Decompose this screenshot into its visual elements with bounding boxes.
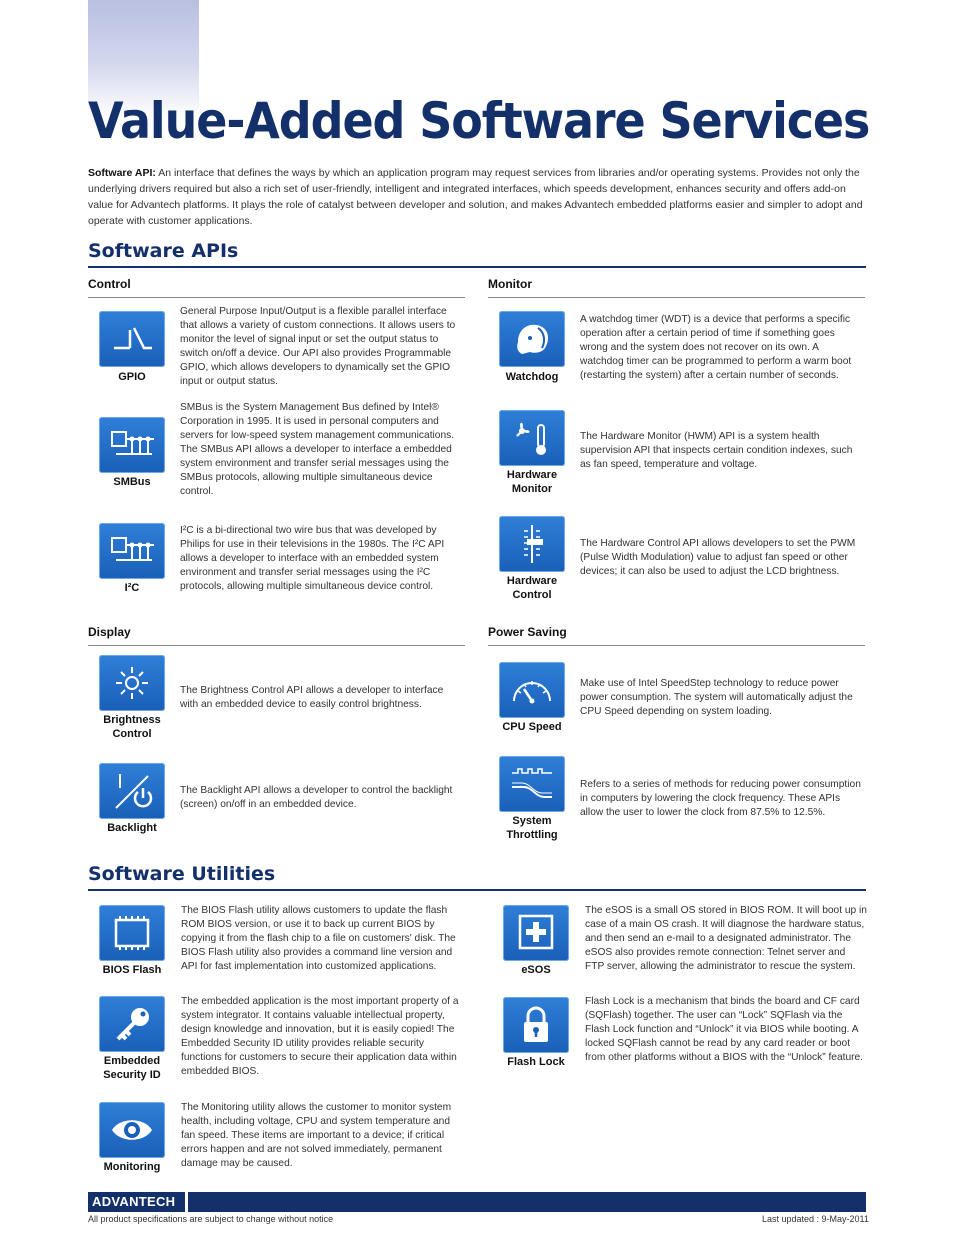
item-label: SMBus	[113, 476, 151, 488]
subhead-monitor: Monitor	[488, 277, 865, 298]
intro-paragraph	[88, 165, 868, 229]
intro-text: An interface that defines the ways by which an application program may request services from libraries and/or operating systems. Provides not only the underlying drivers required but also a rich set of user-friendly, intelligent and integrated interfaces, which speeds development, enhances security and offers add-on value for Advantech platforms. It plays the role of catalyst between developer and solution, and makes Advantech embedded platforms easier and simpler to adopt and operate with customer applications.	[88, 167, 863, 227]
item-description: The Hardware Control API allows developers to set the PWM (Pulse Width Modulation) value to adjust fan speed or other devices; it can also be used to adjust the LCD brightness.	[580, 538, 856, 577]
item-label: Monitoring	[103, 1161, 161, 1173]
dog-icon	[499, 311, 565, 367]
waveform-icon	[499, 756, 565, 812]
item-description: Flash Lock is a mechanism that binds the board and CF card (SQFlash) together. The user can “Lock” SQFlash via the Flash Lock function and “Unlock” it via BIOS while booting. A locked SQFlash cannot be read by any card reader or boot from other platforms without a BIOS with the “Unlock” feature.	[585, 996, 864, 1063]
key-icon	[99, 996, 165, 1052]
eye-icon	[99, 1102, 165, 1158]
item-description: The eSOS is a small OS stored in BIOS ROM. It will boot up in case of a main OS crash. It will diagnose the hardware status, and then send an e-mail to a designated administrator. The eSOS also provides remote connection: Telnet server and FTP server, allowing the administrator to rescue the system.	[585, 905, 867, 972]
subhead-control: Control	[88, 277, 465, 298]
power-icon	[99, 763, 165, 819]
footer-bar	[88, 1192, 866, 1212]
item-description: The BIOS Flash utility allows customers to update the flash ROM BIOS version, or use it to back up current BIOS by copying it from the flash chip to a file on customers' disk. The BIOS Flash utility also provides a command line version and API for fast implementation into customized applications.	[181, 905, 456, 972]
footer-updated: Last updated : 9-May-2011	[762, 1214, 869, 1224]
fan-thermometer-icon	[499, 410, 565, 466]
item-label: Hardware Control	[506, 575, 558, 601]
lock-icon	[503, 997, 569, 1053]
item-description: The Monitoring utility allows the customer to monitor system health, including voltage, CPU and system temperature and fan speed. These items are important to a device; if critical errors happen and are not solved immediately, permanent damage may be caused.	[181, 1102, 452, 1169]
first-aid-icon	[503, 905, 569, 961]
item-description: Make use of Intel SpeedStep technology to reduce power power consumption. The system will automatically adjust the CPU Speed depending on system loading.	[580, 678, 853, 717]
item-label: System Throttling	[506, 815, 558, 841]
speedometer-icon	[499, 662, 565, 718]
footer-logo: ADVANTECH	[88, 1192, 188, 1212]
item-description: The Backlight API allows a developer to control the backlight (screen) on/off in an embedded device.	[180, 785, 453, 810]
item-label: Embedded Security ID	[103, 1055, 161, 1081]
item-description: I²C is a bi-directional two wire bus that was developed by Philips for use in their televisions in the 1980s. The I²C API allows a developer to interface with an embedded system environment and transfer serial messages using the I²C protocols, allowing multiple simultaneous device control.	[180, 525, 445, 592]
bus-icon	[99, 417, 165, 473]
section-software-apis: Software APIs	[88, 240, 866, 268]
item-label: eSOS	[521, 964, 551, 976]
item-label: Backlight	[107, 822, 157, 834]
item-label: CPU Speed	[502, 721, 562, 733]
item-label: Flash Lock	[507, 1056, 565, 1068]
item-description: SMBus is the System Management Bus defined by Intel® Corporation in 1995. It is used in personal computers and servers for low-speed system management communications. The SMBus API allows a developer to interface a embedded system environment and transfer serial messages using the SMBus protocols, allowing multiple simultaneous device control.	[180, 402, 455, 497]
gpio-icon	[99, 311, 165, 367]
item-description: A watchdog timer (WDT) is a device that performs a specific operation after a certain period of time if something goes wrong and the system does not recover on its own. A watchdog timer can be programmed to perform a warm boot (restarting the system) after a certain number of seconds.	[580, 314, 852, 381]
item-description: The Brightness Control API allows a developer to interface with an embedded device to easily control brightness.	[180, 685, 444, 710]
item-label: GPIO	[118, 371, 146, 383]
subhead-power-saving: Power Saving	[488, 625, 865, 646]
item-description: The Hardware Monitor (HWM) API is a system health supervision API that inspects certain condition indexes, such as fan speed, temperature and voltage.	[580, 431, 853, 470]
item-description: The embedded application is the most important property of a system integrator. It contains valuable intellectual property, design knowledge and innovation, but it is easily copied! The Embedded Security ID utility provides reliable security functions for customers to secure their application data within embedded BIOS.	[181, 996, 459, 1077]
item-label: Hardware Monitor	[506, 469, 558, 495]
item-label: I²C	[124, 582, 140, 594]
section-software-utilities: Software Utilities	[88, 863, 866, 891]
item-label: Watchdog	[505, 371, 559, 383]
item-description: Refers to a series of methods for reducing power consumption in computers by lowering the clock frequency. These APIs allow the user to lower the clock from 87.5% to 12.5%.	[580, 779, 861, 818]
intro-label: Software API:	[88, 167, 156, 179]
item-label: BIOS Flash	[102, 964, 162, 976]
sun-icon	[99, 655, 165, 711]
item-label: Brightness Control	[103, 714, 161, 740]
item-description: General Purpose Input/Output is a flexible parallel interface that allows a variety of custom connections. It allows users to monitor the level of signal input or set the output status to switch on/off a device. Our API also provides Programmable GPIO, which allows developers to dynamically set the GPIO input or output status.	[180, 306, 456, 387]
page-title: Value-Added Software Services	[88, 92, 870, 150]
slider-icon	[499, 516, 565, 572]
footer-disclaimer: All product specifications are subject to change without notice	[88, 1214, 334, 1224]
subhead-display: Display	[88, 625, 465, 646]
bus-icon	[99, 523, 165, 579]
chip-icon	[99, 905, 165, 961]
